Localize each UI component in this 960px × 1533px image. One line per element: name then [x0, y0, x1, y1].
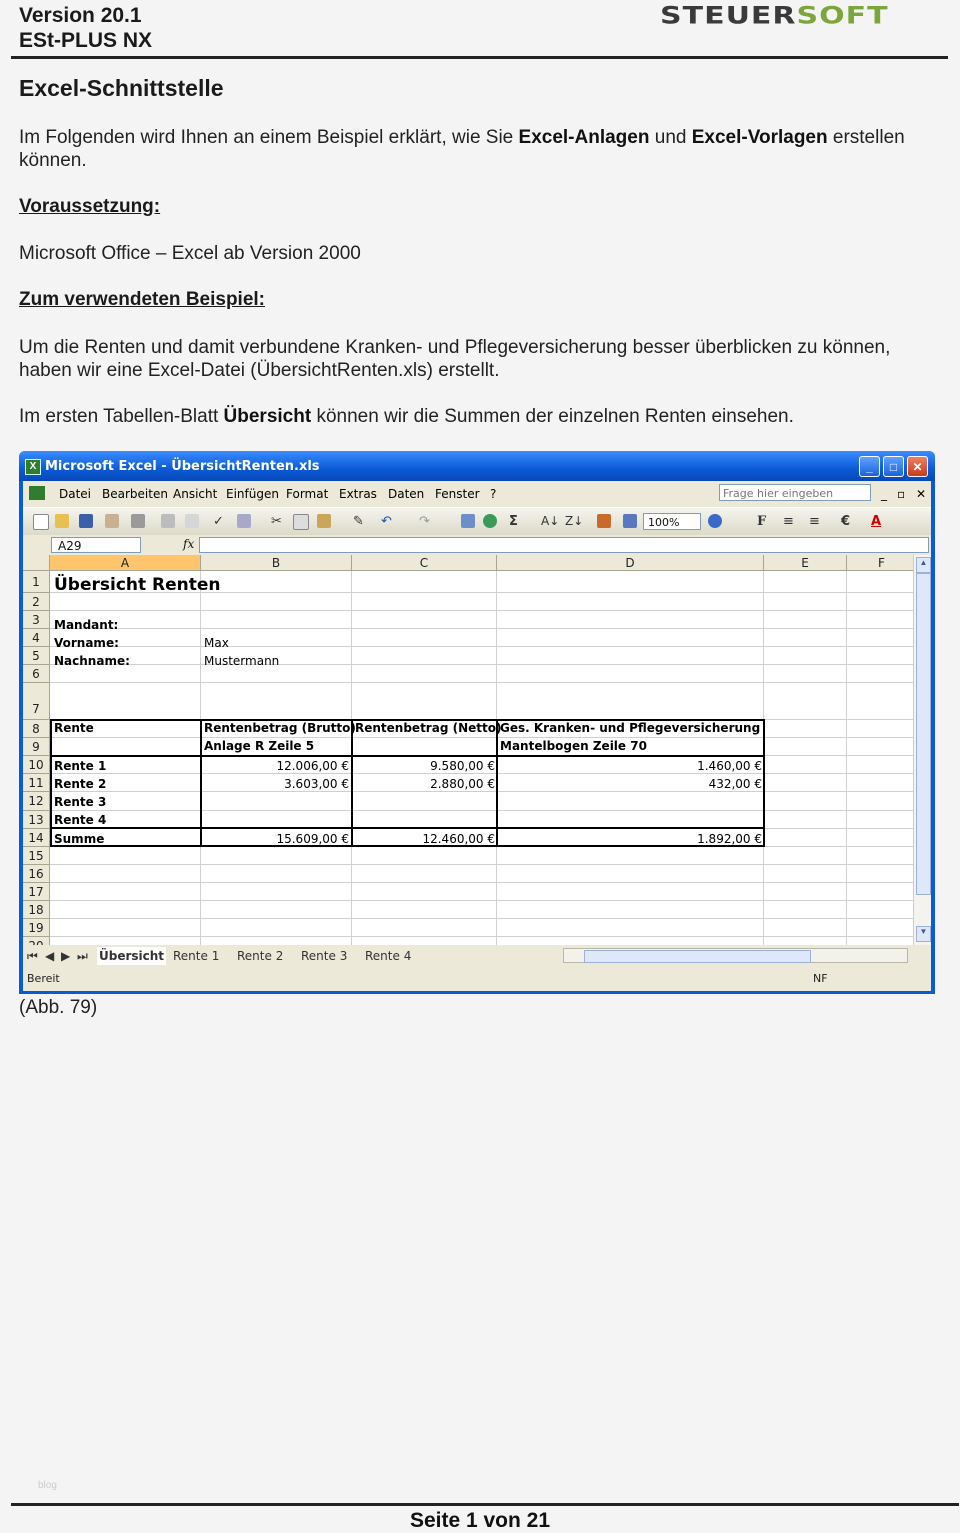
logo-part1: STEUER — [660, 2, 797, 30]
row-header[interactable]: 2 — [23, 593, 50, 611]
autosum-icon[interactable]: Σ — [509, 514, 518, 529]
tab-prev-icon[interactable]: ◀ — [45, 949, 55, 963]
menu-fenster[interactable]: Fenster — [435, 487, 480, 501]
format-painter-icon[interactable]: ✎ — [353, 514, 364, 529]
print-icon[interactable] — [161, 514, 175, 528]
row-header[interactable]: 8 — [23, 720, 50, 738]
grid-row-line — [50, 664, 913, 665]
sort-descending-icon[interactable]: Z↓ — [565, 514, 584, 528]
row-header[interactable]: 12 — [23, 792, 50, 811]
sheet-tab-rente-1[interactable]: Rente 1 — [173, 949, 220, 963]
cell-a5[interactable]: Nachname: — [54, 654, 130, 668]
menu-bearbeiten[interactable]: Bearbeiten — [102, 487, 168, 501]
hyperlink-icon[interactable] — [461, 514, 475, 528]
help-icon[interactable] — [708, 514, 722, 528]
drawing-icon[interactable] — [623, 514, 637, 528]
section-heading-requirements: Voraussetzung: — [19, 196, 161, 217]
minimize-icon[interactable]: _ — [859, 456, 880, 477]
intro-paragraph — [19, 126, 919, 172]
undo-icon[interactable]: ↶ — [381, 514, 392, 529]
footer-rule — [11, 1503, 959, 1506]
workbook-icon[interactable] — [29, 486, 45, 500]
steuersoft-logo — [660, 2, 889, 30]
vertical-scroll-thumb[interactable] — [916, 573, 931, 895]
permission-icon[interactable] — [105, 514, 119, 528]
figure-caption: (Abb. 79) — [19, 997, 98, 1018]
cell-d9[interactable]: 432,00 € — [708, 777, 762, 791]
status-text: Bereit — [27, 972, 60, 985]
cell-a11[interactable]: Rente 4 — [54, 813, 107, 827]
col-header-e[interactable]: E — [764, 555, 847, 571]
grid-row-line — [50, 682, 913, 683]
select-all-corner[interactable] — [23, 555, 50, 571]
preview-icon[interactable] — [185, 514, 199, 528]
redo-icon[interactable]: ↷ — [419, 514, 430, 529]
cell-a12[interactable]: Summe — [54, 832, 105, 846]
grid-row-line — [50, 864, 913, 865]
new-icon[interactable] — [33, 514, 49, 530]
chart-wizard-icon[interactable] — [597, 514, 611, 528]
scroll-up-icon[interactable]: ▲ — [916, 557, 931, 573]
logo-part2: SOFT — [796, 2, 889, 30]
cell-b9[interactable]: 3.603,00 € — [284, 777, 349, 791]
menu-extras[interactable]: Extras — [339, 487, 377, 501]
menu-ansicht[interactable]: Ansicht — [173, 487, 218, 501]
grid-row-line — [50, 628, 913, 629]
tab-last-icon[interactable]: ⏭ — [77, 949, 88, 963]
col-header-f[interactable]: F — [847, 555, 917, 571]
excel-client-area — [23, 481, 931, 991]
col-header-c[interactable]: C — [352, 555, 497, 571]
cell-c7[interactable]: Rentenbetrag (Netto) — [355, 721, 502, 735]
intro-text-3: erstellen können. — [19, 127, 905, 171]
col-header-a[interactable]: A — [50, 555, 201, 571]
col-header-b[interactable]: B — [201, 555, 352, 571]
ask-question-input[interactable]: Frage hier eingeben — [719, 484, 871, 501]
grid-row-line — [50, 936, 913, 937]
research-icon[interactable] — [237, 514, 251, 528]
row-header[interactable]: 3 — [23, 611, 50, 629]
cell-c8[interactable]: 9.580,00 € — [430, 759, 495, 773]
row-header[interactable]: 7 — [23, 683, 50, 720]
cell-a10[interactable]: Rente 3 — [54, 795, 107, 809]
euro-icon[interactable]: € — [841, 514, 851, 529]
cut-icon[interactable]: ✂ — [271, 514, 282, 529]
menu-help[interactable]: ? — [490, 487, 497, 501]
cell-a3[interactable]: Mandant: — [54, 618, 119, 632]
excel-app-icon: X — [25, 459, 41, 475]
save-icon[interactable] — [79, 514, 93, 528]
version-label: Version 20.1 — [19, 4, 142, 27]
align-center-icon[interactable]: ≡ — [809, 514, 820, 529]
font-color-icon[interactable]: A — [871, 514, 882, 529]
excel-window — [19, 451, 935, 994]
example-text: Um die Renten und damit verbundene Kranken- und Pflegeversicherung besser überblicken zu können, haben wir eine Excel-Datei (ÜbersichtRenten.xls) erstellt. — [19, 337, 891, 381]
close-icon[interactable]: ✕ — [907, 456, 928, 477]
cell-b7-line2[interactable]: Anlage R Zeile 5 — [204, 739, 315, 753]
tab-next-icon[interactable]: ▶ — [61, 949, 71, 963]
cell-d7-line2[interactable]: Mantelbogen Zeile 70 — [500, 739, 647, 753]
doc-restore-icon[interactable]: ▫ — [897, 487, 906, 501]
row-header[interactable]: 13 — [23, 811, 50, 829]
cell-a8[interactable]: Rente 1 — [54, 759, 107, 773]
sheet-tab-bar — [23, 945, 931, 967]
menu-einfuegen[interactable]: Einfügen — [226, 487, 279, 501]
intro-bold-1: Excel-Anlagen — [518, 127, 650, 148]
cell-a9[interactable]: Rente 2 — [54, 777, 107, 791]
grid-row-line — [50, 610, 913, 611]
cell-c9[interactable]: 2.880,00 € — [430, 777, 495, 791]
sheet-tab-rente-4[interactable]: Rente 4 — [365, 949, 412, 963]
cell-a7[interactable]: Rente — [54, 721, 94, 735]
cell-c12[interactable]: 12.460,00 € — [422, 832, 495, 846]
table-sum-rule — [50, 827, 765, 829]
col-header-d[interactable]: D — [497, 555, 764, 571]
paste-icon[interactable] — [317, 514, 331, 528]
sheet-tab-rente-2[interactable]: Rente 2 — [237, 949, 284, 963]
header-rule — [11, 56, 948, 59]
section-heading-example: Zum verwendeten Beispiel: — [19, 289, 266, 310]
row-header[interactable]: 19 — [23, 919, 50, 937]
globe-icon[interactable] — [483, 514, 497, 528]
row-header[interactable]: 18 — [23, 901, 50, 919]
row-header[interactable]: 1 — [23, 571, 50, 593]
page-title: Excel-Schnittstelle — [19, 75, 224, 101]
spelling-icon[interactable]: ✓ — [213, 514, 224, 529]
open-icon[interactable] — [55, 514, 69, 528]
product-name: ESt-PLUS NX — [19, 29, 153, 52]
cell-a4[interactable]: Vorname: — [54, 636, 119, 650]
row-header[interactable]: 15 — [23, 847, 50, 865]
row-header[interactable]: 4 — [23, 629, 50, 647]
vertical-scrollbar[interactable] — [913, 555, 931, 945]
maximize-icon[interactable]: □ — [883, 456, 904, 477]
requirements-text: Microsoft Office – Excel ab Version 2000 — [19, 243, 361, 264]
zoom-select[interactable]: 100% — [643, 513, 701, 530]
grid-row-line — [50, 900, 913, 901]
watermark: blog — [38, 1480, 57, 1491]
menu-datei[interactable]: Datei — [59, 487, 92, 501]
page-number: Seite 1 von 21 — [409, 1509, 551, 1532]
cell-b12[interactable]: 15.609,00 € — [276, 832, 349, 846]
excel-window-title: Microsoft Excel - ÜbersichtRenten.xls — [45, 459, 320, 474]
menu-daten[interactable]: Daten — [388, 487, 425, 501]
example-text-2a: Im ersten Tabellen-Blatt — [19, 406, 224, 427]
worksheet-grid[interactable] — [23, 555, 913, 945]
grid-row-line — [50, 646, 913, 647]
sheet-tab-uebersicht[interactable]: Übersicht — [99, 949, 165, 963]
cell-d12[interactable]: 1.892,00 € — [697, 832, 762, 846]
tab-first-icon[interactable]: ⏮ — [27, 949, 38, 963]
example-text-2 — [19, 405, 919, 428]
row-header[interactable]: 17 — [23, 883, 50, 901]
sheet-tab-rente-3[interactable]: Rente 3 — [301, 949, 348, 963]
intro-text-2: und — [649, 127, 692, 148]
grid-row-line — [50, 918, 913, 919]
row-header[interactable]: 11 — [23, 774, 50, 792]
scroll-down-icon[interactable]: ▼ — [916, 926, 931, 942]
menu-bar — [23, 481, 931, 506]
row-header[interactable]: 9 — [23, 738, 50, 756]
cell-d8[interactable]: 1.460,00 € — [697, 759, 762, 773]
email-icon[interactable] — [131, 514, 145, 528]
horizontal-scrollbar[interactable] — [563, 948, 908, 963]
bold-icon[interactable]: F — [757, 514, 767, 529]
grid-row-line — [50, 882, 913, 883]
name-box[interactable]: A29 — [51, 537, 141, 553]
row-header[interactable]: 10 — [23, 756, 50, 774]
copy-icon[interactable] — [293, 514, 309, 530]
cell-b8[interactable]: 12.006,00 € — [276, 759, 349, 773]
cell-a1[interactable]: Übersicht Renten — [54, 575, 221, 595]
example-text-2b: können wir die Summen der einzelnen Renten einsehen. — [311, 406, 794, 427]
row-header[interactable]: 5 — [23, 647, 50, 665]
cell-d7-line1[interactable]: Ges. Kranken- und Pflegeversicherung — [500, 721, 761, 735]
menu-format[interactable]: Format — [286, 487, 329, 501]
standard-toolbar — [23, 507, 931, 536]
row-header[interactable]: 6 — [23, 665, 50, 683]
table-header-rule — [50, 755, 765, 757]
row-header[interactable]: 14 — [23, 829, 50, 847]
align-left-icon[interactable]: ≡ — [783, 514, 794, 529]
row-header[interactable]: 16 — [23, 865, 50, 883]
doc-close-icon[interactable]: ✕ — [916, 487, 927, 501]
cell-b7-line1[interactable]: Rentenbetrag (Brutto) — [204, 721, 356, 735]
intro-text-1: Im Folgenden wird Ihnen an einem Beispiel erklärt, wie Sie — [19, 127, 519, 148]
excel-titlebar — [19, 451, 935, 481]
formula-input[interactable] — [199, 537, 929, 553]
formula-bar — [23, 535, 931, 555]
intro-bold-2: Excel-Vorlagen — [691, 127, 828, 148]
status-numlock: NF — [813, 972, 828, 985]
sort-ascending-icon[interactable]: A↓ — [541, 514, 560, 528]
cell-b5[interactable]: Mustermann — [204, 654, 280, 668]
doc-minimize-icon[interactable]: _ — [881, 487, 887, 501]
example-text-2-bold: Übersicht — [223, 406, 312, 427]
fx-icon[interactable]: fx — [183, 537, 195, 551]
status-bar — [23, 969, 931, 989]
horizontal-scroll-thumb[interactable] — [584, 950, 811, 963]
cell-b4[interactable]: Max — [204, 636, 229, 650]
